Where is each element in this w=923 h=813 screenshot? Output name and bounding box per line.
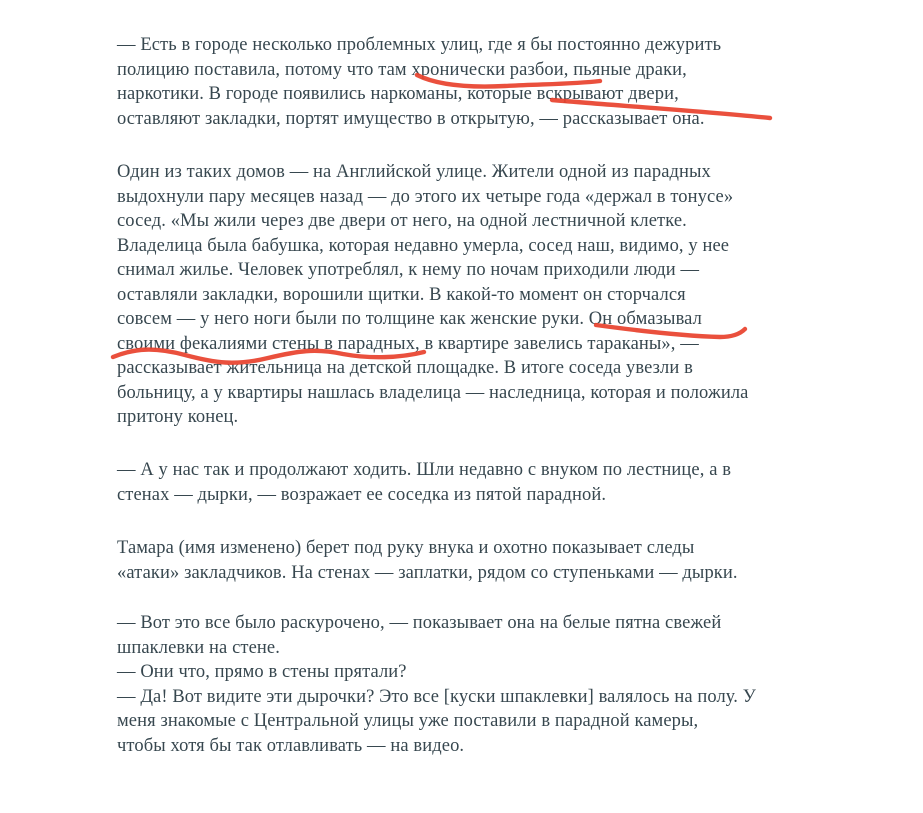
text-line: — А у нас так и продолжают ходить. Шли недавно с внуком по лестнице, а в bbox=[117, 460, 732, 480]
text-line: оставляли закладки, ворошили щитки. В какой-то момент он сторчался bbox=[117, 284, 686, 305]
paragraph-tamara-shows-traces bbox=[117, 536, 837, 585]
text-line: рассказывает жительница на детской площадке. В итоге соседа увезли в bbox=[117, 358, 693, 378]
text-line: полицию поставила, потому что там хронически разбои, пьяные драки, bbox=[117, 59, 687, 80]
text-line: снимал жилье. Человек употреблял, к нему по ночам приходили люди — bbox=[117, 260, 700, 280]
paragraph-english-street-story bbox=[117, 160, 837, 430]
text-line: выдохнули пару месяцев назад — до этого их четыре года «держал в тонусе» bbox=[117, 186, 734, 207]
text-line: — Да! Вот видите эти дырочки? Это все [куски шпаклевки] валялось на полу. У bbox=[117, 686, 756, 707]
text-line: — Вот это все было раскурочено, — показывает она на белые пятна свежей bbox=[117, 613, 722, 633]
text-line: своими фекалиями стены в парадных, в квартире завелись тараканы», — bbox=[117, 333, 699, 354]
text-line: Владелица была бабушка, которая недавно умерла, сосед наш, видимо, у нее bbox=[117, 235, 730, 256]
text-line: Один из таких домов — на Английской улице. Жители одной из парадных bbox=[117, 162, 711, 182]
text-line: — Они что, прямо в стены прятали? bbox=[117, 662, 407, 682]
text-line: притону конец. bbox=[117, 407, 239, 427]
text-line: «атаки» закладчиков. На стенах — заплатки, рядом со ступеньками — дырки. bbox=[117, 562, 738, 583]
text-line: сосед. «Мы жили через две двери от него, на одной лестничной клетке. bbox=[117, 211, 687, 231]
text-line: наркотики. В городе появились наркоманы, которые вскрывают двери, bbox=[117, 84, 679, 104]
text-line: совсем — у него ноги были по толщине как женские руки. Он обмазывал bbox=[117, 309, 702, 329]
text-line: меня знакомые с Центральной улицы уже поставили в парадной камеры, bbox=[117, 711, 699, 731]
paragraph-dialogue-holes bbox=[117, 611, 837, 758]
text-line: оставляют закладки, портят имущество в открытую, — рассказывает она. bbox=[117, 108, 705, 129]
text-line: Тамара (имя изменено) берет под руку внука и охотно показывает следы bbox=[117, 538, 695, 558]
text-line: чтобы хотя бы так отлавливать — на видео. bbox=[117, 735, 465, 756]
paragraph-quote-problem-streets bbox=[117, 33, 837, 131]
text-line: стенах — дырки, — возражает ее соседка из пятой парадной. bbox=[117, 484, 607, 505]
text-line: больницу, а у квартиры нашлась владелица — наследница, которая и положила bbox=[117, 382, 749, 403]
text-line: шпаклевки на стене. bbox=[117, 637, 280, 658]
paragraph-neighbor-objection bbox=[117, 458, 837, 507]
text-line: — Есть в городе несколько проблемных улиц, где я бы постоянно дежурить bbox=[117, 35, 722, 55]
